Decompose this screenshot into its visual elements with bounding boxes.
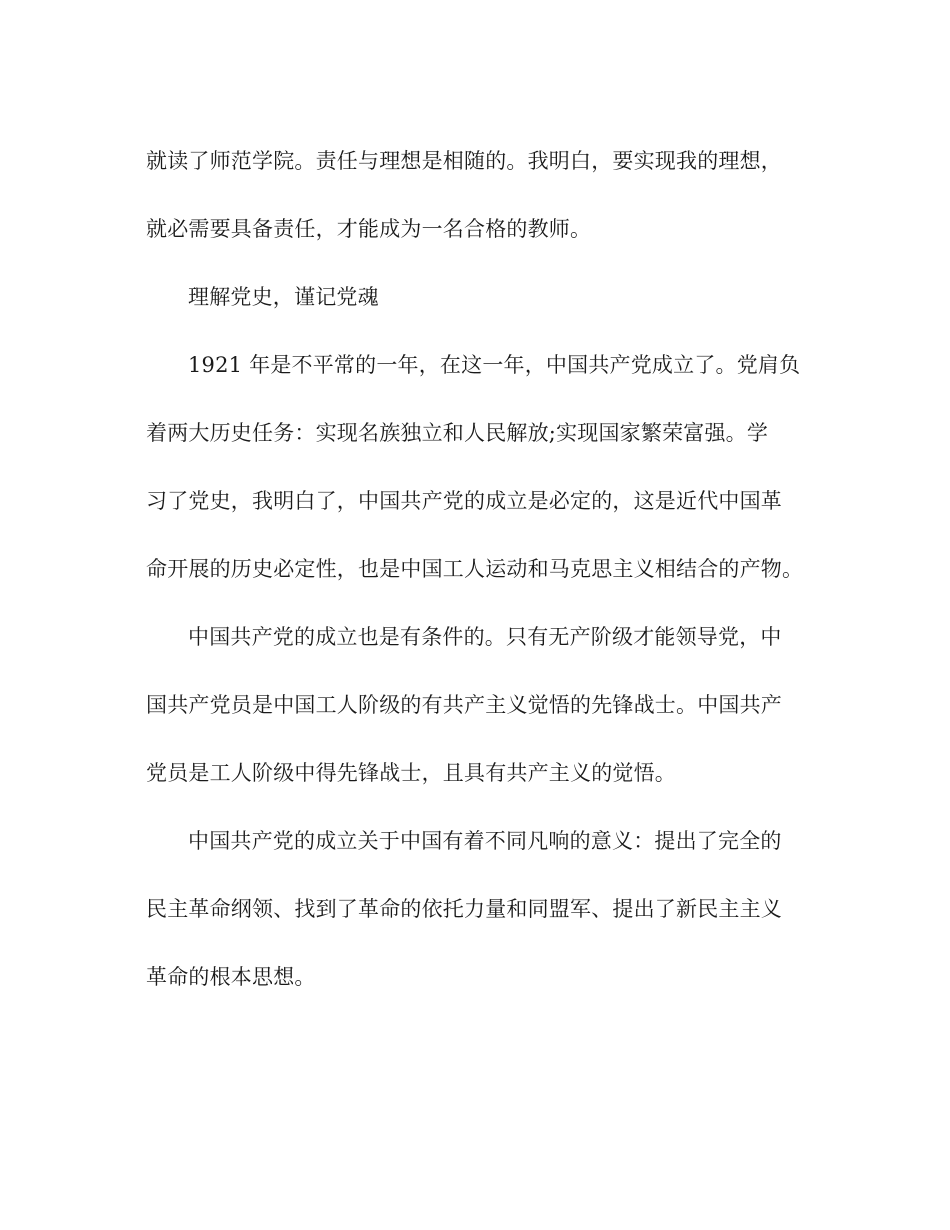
text-line: 民主革命纲领、找到了革命的依托力量和同盟军、提出了新民主主义 [146, 897, 782, 921]
text-line: 中国共产党的成立关于中国有着不同凡响的意义：提出了完全的 [188, 829, 782, 853]
text-line: 党员是工人阶级中得先锋战士，且具有共产主义的觉悟。 [146, 761, 676, 785]
text-line: 国共产党员是中国工人阶级的有共产主义觉悟的先锋战士。中国共产 [146, 693, 782, 717]
text-line: 就必需要具备责任，才能成为一名合格的教师。 [146, 217, 592, 241]
text-line: 习了党史，我明白了，中国共产党的成立是必定的，这是近代中国革 [146, 489, 782, 513]
text-line: 中国共产党的成立也是有条件的。只有无产阶级才能领导党，中 [188, 625, 782, 649]
body-text [146, 127, 806, 1011]
text-line: 着两大历史任务：实现名族独立和人民解放;实现国家繁荣富强。学 [146, 421, 769, 445]
text-line: 革命的根本思想。 [146, 965, 316, 989]
text-line: 1921 年是不平常的一年，在这一年，中国共产党成立了。党肩负 [188, 353, 801, 377]
text-line: 就读了师范学院。责任与理想是相随的。我明白，要实现我的理想， [146, 149, 782, 173]
section-heading: 理解党史，谨记党魂 [188, 285, 379, 309]
text-line: 命开展的历史必定性，也是中国工人运动和马克思主义相结合的产物。 [146, 557, 804, 581]
